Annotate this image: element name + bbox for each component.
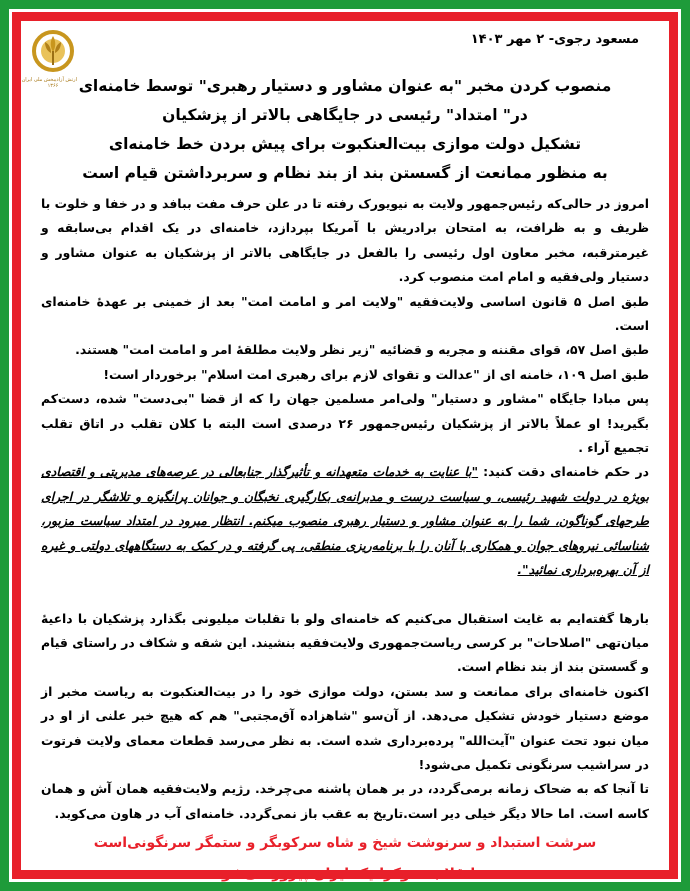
closing-slogans <box>41 828 649 890</box>
decree-intro: در حکم خامنه‌ای دقت کنید: <box>483 464 649 480</box>
headline-line-4: به منظور ممانعت از گسستن بند از بند نظام و سربرداشتن قیام است <box>82 164 608 182</box>
headline-line-3: تشکیل دولت موازی بیت‌العنکبوت برای پیش بردن خط خامنه‌ای <box>108 135 582 153</box>
logo <box>21 27 77 89</box>
logo-caption: ارتش آزادیبخش ملی ایران <box>21 77 77 83</box>
paragraph-intro: امروز در حالی‌که رئیس‌جمهور ولایت به نیویورک رفته تا در علن حرف مفت ببافد و در خفا و خلوت با ظریف و به ظرافت، به امتحان برادریش با آمریکا بپردازد، خامنه‌ای در یک اقدام بی‌سابقه و غیرمترقبه، مخبر معاون اول رئیسی را بالفعل در جایگاهی بالاتر از پزشکیان به عنوان مشاور و دستیار ولی‌فقیه و امام امت منصوب کرد. <box>41 196 649 285</box>
author-date-line: مسعود رجوی- ۲ مهر ۱۴۰۳ <box>470 32 639 47</box>
paragraph-parallel-government: اکنون خامنه‌ای برای ممانعت و سد بستن، دولت موازی خود را در بیت‌العنکبوت به ریاست مخبر از موضع دستیار خودش تشکیل می‌دهد. از آن‌سو "شاهزاده آق‌مجتبی" هم که هیچ خبر علنی از او در میان نبود تحت عنوان "آیت‌الله" پرده‌برداری شده است. به نظر می‌رسد قطعات معمای ولایت فرتوت در سراشیب سرنگونی تکمیل می‌شود! <box>41 683 649 772</box>
headline-line-2: در" امتداد" رئیسی در جایگاهی بالاتر از پزشکیان <box>162 106 528 124</box>
paragraph-gap <box>41 583 649 607</box>
closing-slogan-2: انقلاب دموکراتیک ایران پیروز می‌شود <box>214 866 476 883</box>
paragraph-advisor-position: پس مبادا جایگاه "مشاور و دستیار" ولی‌امر مسلمین جهان را که از قضا "بی‌دست" شده، دست‌کم بگیرید! او عملاً بالاتر از پزشکیان رئیس‌جمهور ۲۶ درصدی است البته با کلان تقلب در اتاق تقلب تجمیع آراء . <box>41 391 649 456</box>
paragraph-decree <box>41 460 649 582</box>
paragraph-article-109: طبق اصل ۱۰۹، خامنه ای از "عدالت و تقوای لازم برای رهبری امت اسلام" برخوردار است! <box>103 366 649 382</box>
paragraph-article-57: طبق اصل ۵۷، قوای مقننه و مجریه و قضائیه "زیر نظر ولایت مطلقهٔ امر و امامت امت" هستند. <box>75 342 649 358</box>
golden-wheat-emblem-icon <box>29 27 77 77</box>
decree-quote: "با عنایت به خدمات متعهدانه و تأثیرگذار جنابعالی در عرصه‌های مدیریتی و اقتصادی بویژه در دولت شهید رئیسی، و سیاست درست و مدبرانه‌ی بکارگیری نخبگان و جوانان پرانگیزه و تلاشگر در اجرای طرحهای گوناگون، شما را به عنوان مشاور و دستیار رهبری منصوب میکنم. انتظار میرود در امتداد سیاست مزبور، شناسائی نیروهای جوان و همکاری با آنان را با برنامه‌ریزی منطقی، پی گرفته و در کمک به دستگاههای دولتی و غیره از آن بهره‌برداری نمائید". <box>41 464 649 578</box>
paragraph-reforms: بارها گفته‌ایم به غایت استقبال می‌کنیم که خامنه‌ای ولو با تقلبات میلیونی بگذارد پزشکیان با داعیهٔ میان‌تهی "اصلاحات" بر کرسی ریاست‌جمهوری ولایت‌فقیه بنشیند. این شقه و شکاف در راستای قیام و گسستن بند از بند نظام است. <box>41 610 649 675</box>
paragraph-conclusion: تا آنجا که به ضحاک زمانه برمی‌گردد، در بر همان پاشنه می‌چرخد. رژیم ولایت‌فقیه همان آش و همان کاسه است. اما حالا دیگر خیلی دیر است.تاریخ به عقب باز نمی‌گردد. خامنه‌ای آب در هاون می‌کوبد. <box>41 781 649 821</box>
closing-slogan-1: سرشت استبداد و سرنوشت شیخ و شاه سرکوبگر و ستمگر سرنگونی‌است <box>93 835 597 852</box>
logo-caption-year: ۱۳۶۶ <box>47 83 59 89</box>
headline-line-1: منصوب کردن مخبر "به عنوان مشاور و دستیار رهبری" توسط خامنه‌ای <box>78 77 612 95</box>
headline <box>41 72 649 188</box>
statement-document <box>21 27 663 883</box>
paragraph-article-5: طبق اصل ۵ قانون اساسی ولایت‌فقیه "ولایت امر و امامت امت" بعد از خمینی بر عهدهٔ خامنه‌ای است. <box>41 293 649 334</box>
